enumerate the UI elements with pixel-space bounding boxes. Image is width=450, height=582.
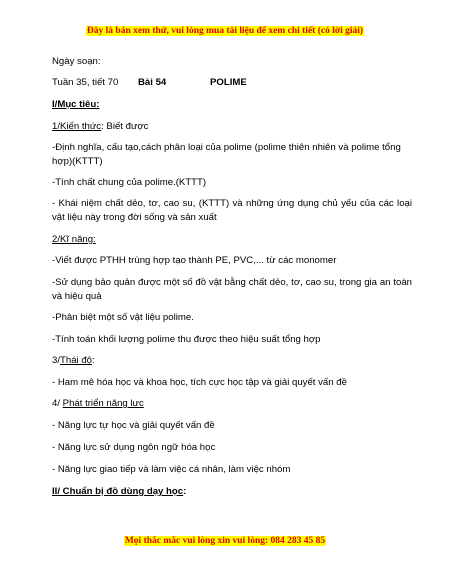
heading-preparation-label: II/ Chuẩn bị đồ dùng dạy học [52,486,184,497]
preview-banner-text: Đây là bản xem thử, vui lòng mua tài liệu để xem chi tiết (có lời giải) [86,26,364,36]
date-line: Ngày soạn: [52,56,101,67]
heading-competence [52,397,412,411]
heading-objectives: I/Mục tiêu: [52,99,100,110]
knowledge-item-3: - Khái niệm chất dẻo, tơ, cao su, (KTTT) và những ứng dụng chủ yếu của các loại vật liệu này trong đời sống và sản xuất [52,198,412,223]
heading-knowledge-label: 1/Kiến thức [52,121,102,132]
lesson-topic: POLIME [210,77,247,88]
skill-item-2: -Sử dụng bảo quản được một số đồ vật bằng chất dẻo, tơ, cao su, trong gia an toàn và hiệu quả [52,277,412,302]
heading-knowledge [52,120,412,134]
heading-skills: 2/Kĩ năng: [52,234,96,245]
preview-banner [0,26,450,36]
heading-knowledge-tail: : Biết được [101,121,149,132]
heading-attitude-tail: : [92,355,95,366]
heading-preparation [52,485,412,499]
lesson-header [52,76,412,90]
attitude-item-1: - Ham mê hóa học và khoa học, tích cực học tập và giải quyết vấn đề [52,377,347,388]
competence-item-2: - Năng lực sử dụng ngôn ngữ hóa học [52,442,216,453]
contact-banner [0,536,450,546]
contact-banner-text: Mọi thắc mắc vui lòng xin vui lòng: 084 283 45 85 [124,536,326,546]
lesson-number: Bài 54 [138,77,167,88]
skill-item-3: -Phân biệt một số vật liệu polime. [52,312,194,323]
heading-competence-number: 4/ [52,398,63,409]
knowledge-item-1: -Định nghĩa, cấu tạo,cách phân loại của polime (polime thiên nhiên và polime tổng hợp)(KTTT) [52,142,401,167]
skill-item-4: -Tính toán khối lượng polime thu được theo hiệu suất tổng hợp [52,334,321,345]
week-label: Tuần 35, tiết 70 [52,77,119,88]
heading-attitude [52,354,412,368]
skill-item-1: -Viết được PTHH trùng hợp tạo thành PE, PVC,... từ các monomer [52,255,337,266]
competence-item-3: - Năng lực giao tiếp và làm việc cá nhân, làm việc nhóm [52,464,291,475]
knowledge-item-2: -Tính chất chung của polime.(KTTT) [52,177,207,188]
heading-attitude-number: 3/ [52,355,61,366]
heading-preparation-tail: : [183,486,187,497]
competence-item-1: - Năng lực tự học và giải quyết vấn đề [52,420,215,431]
heading-attitude-label: Thái độ [60,355,93,366]
heading-competence-label: Phát triển năng lực [62,398,144,409]
